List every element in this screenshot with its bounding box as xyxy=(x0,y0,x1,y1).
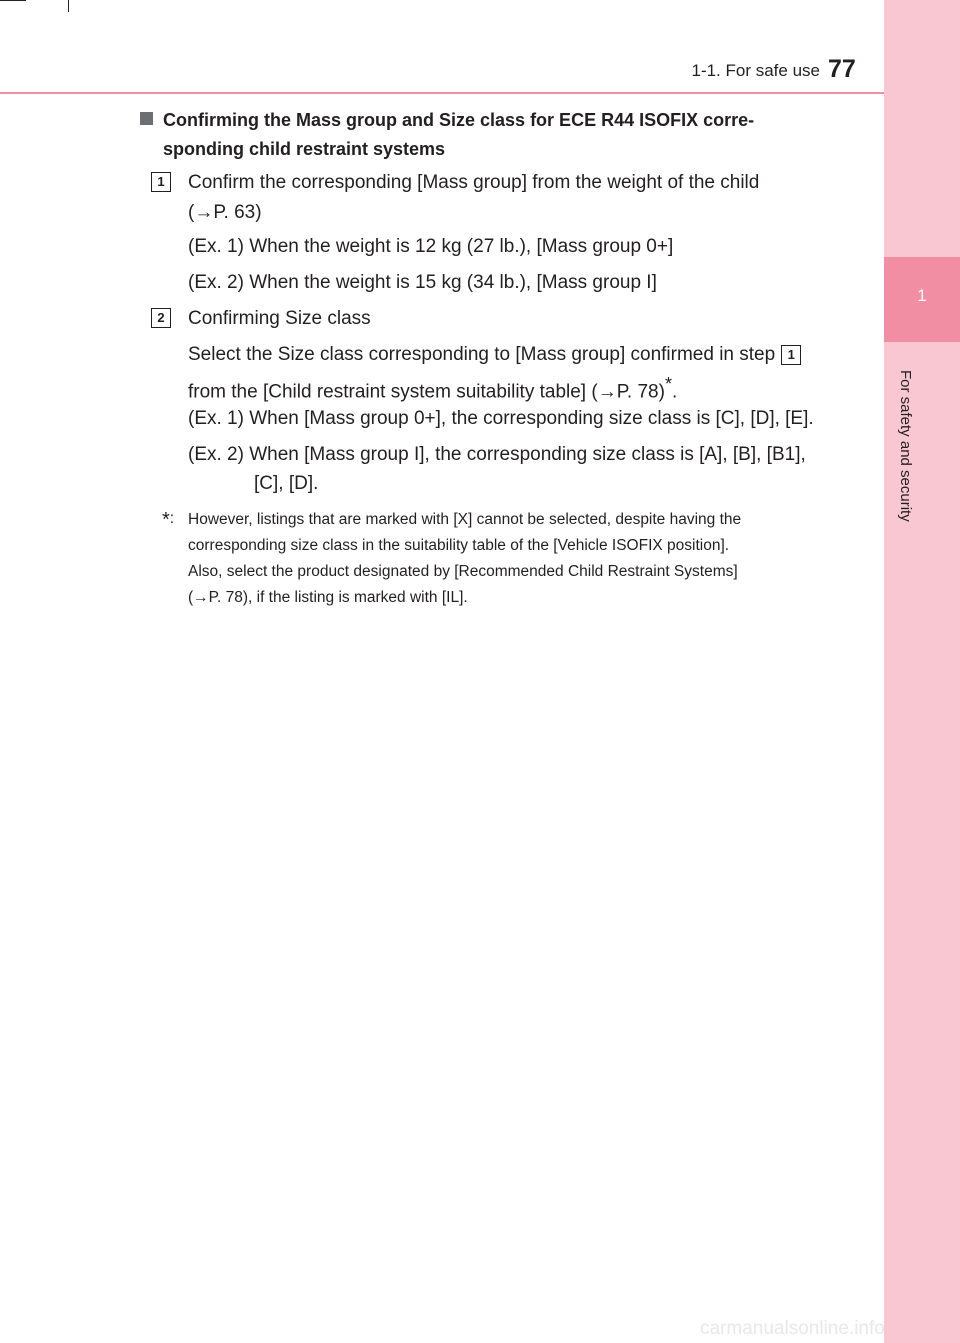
step-number-badge: 2 xyxy=(151,308,171,328)
page-number: 77 xyxy=(828,55,856,83)
section-heading xyxy=(140,106,840,164)
footnote xyxy=(162,506,834,611)
footnote-line-2: corresponding size class in the suitability table of the [Vehicle ISOFIX position]. xyxy=(188,537,730,554)
footnote-line-3: Also, select the product designated by [Recommended Child Restraint Systems] xyxy=(188,563,738,580)
chapter-title: For safety and security xyxy=(897,370,914,522)
step-2-select-end: . xyxy=(671,381,678,403)
step-2-example-2-line-1: (Ex. 2) When [Mass group I], the corresponding size class is [A], [B], [B1], xyxy=(188,444,806,465)
crop-mark xyxy=(68,0,69,12)
step-1-line-2: (→P. 63) xyxy=(188,202,262,223)
footnote-marker: * xyxy=(162,509,170,531)
chapter-title-vertical xyxy=(888,370,918,540)
section-title: 1-1. For safe use xyxy=(691,61,820,80)
step-2-select-text: Select the Size class corresponding to [Mass group] confirmed in step xyxy=(188,344,776,365)
heading-square-icon xyxy=(140,112,153,125)
watermark: carmanualsonline.info xyxy=(700,1318,885,1339)
crop-mark xyxy=(0,0,26,1)
chapter-number: 1 xyxy=(917,286,927,305)
step-2-example-2-line-2: [C], [D]. xyxy=(254,473,319,494)
step-2-example-1: (Ex. 1) When [Mass group 0+], the corresponding size class is [C], [D], [E]. xyxy=(188,408,814,429)
step-2-select-text-2: from the [Child restraint system suitability table] (→P. 78) xyxy=(188,381,665,403)
header-rule xyxy=(0,92,884,94)
step-1-example-1: (Ex. 1) When the weight is 12 kg (27 lb.), [Mass group 0+] xyxy=(188,236,674,257)
step-reference-badge: 1 xyxy=(781,345,801,365)
step-2-title: Confirming Size class xyxy=(188,308,371,329)
footnote-body xyxy=(162,507,834,611)
heading-line-1: Confirming the Mass group and Size class for ECE R44 ISOFIX corre- xyxy=(163,110,755,130)
step-2-select-line-1 xyxy=(188,343,801,367)
step-2-select-line-2 xyxy=(188,372,677,404)
footnote-star: * xyxy=(664,374,672,394)
footnote-line-1: However, listings that are marked with [X] cannot be selected, despite having the xyxy=(188,511,742,528)
step-1-line-1: Confirm the corresponding [Mass group] from the weight of the child xyxy=(188,172,760,193)
heading-line-2: sponding child restraint systems xyxy=(163,139,446,159)
footnote-line-4: (→P. 78), if the listing is marked with [IL]. xyxy=(188,589,468,606)
footnote-colon: : xyxy=(169,510,175,527)
step-1-example-2: (Ex. 2) When the weight is 15 kg (34 lb.), [Mass group I] xyxy=(188,272,657,293)
chapter-side-tab xyxy=(884,0,960,1343)
step-number-badge: 1 xyxy=(151,172,171,192)
